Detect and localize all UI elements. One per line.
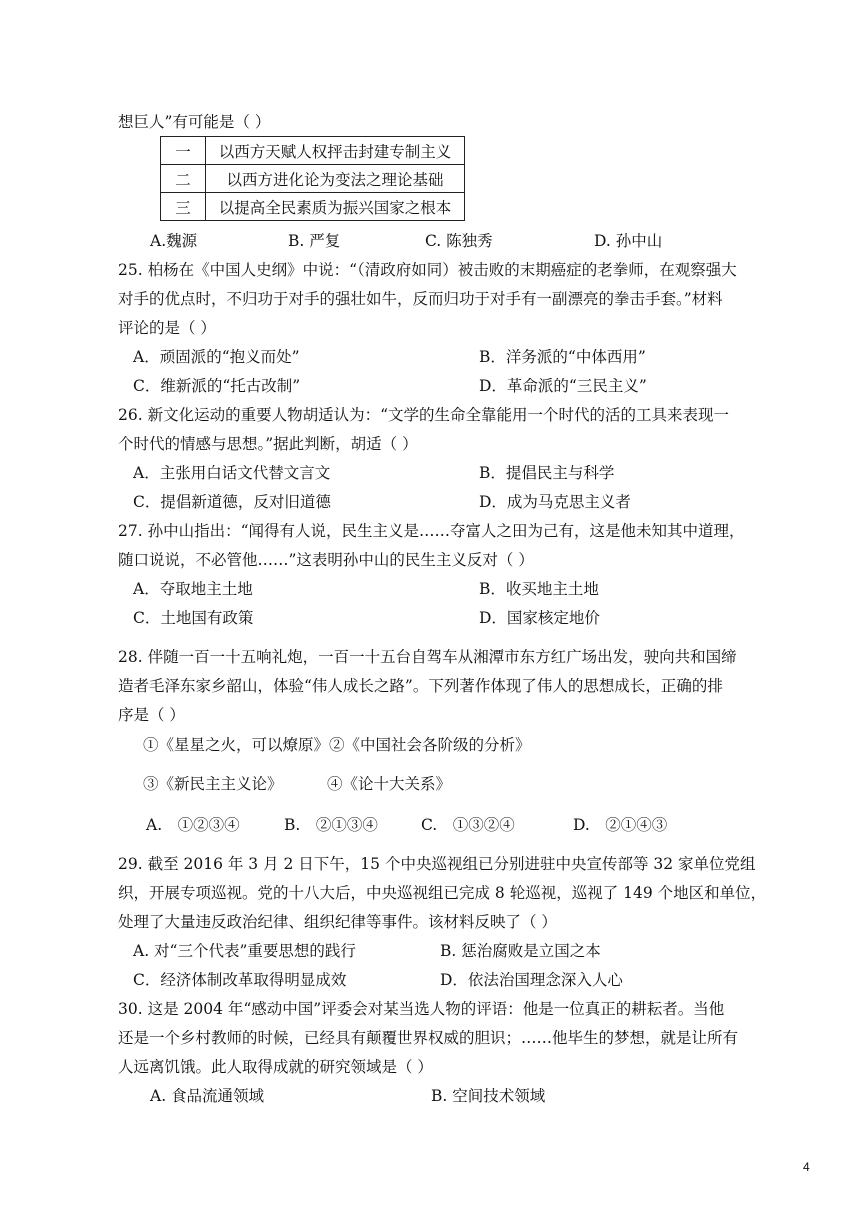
table-row (161, 165, 465, 193)
q24-option-a: A.魏源 (150, 232, 198, 250)
q28-works-4: ④《论十大关系》 (327, 775, 452, 793)
q30-line-1: 30. 这是 2004 年“感动中国”评委会对某当选人物的评语：他是一位真正的耕耘者。当他 (118, 1000, 725, 1018)
q28-option-a: A. ①②③④ (146, 816, 240, 834)
q27-option-d: D．国家核定地价 (479, 609, 600, 627)
q28-line-1: 28. 伴随一百一十五响礼炮，一百一十五台自驾车从湘潭市东方红广场出发，驶向共和国缔 (118, 648, 737, 666)
q27-option-a: A．夺取地主土地 (133, 580, 253, 598)
q30-option-b: B. 空间技术领域 (431, 1087, 546, 1105)
q25-line-2: 对手的优点时，不归功于对手的强壮如牛，反而归功于对手有一副漂亮的拳击手套。”材料 (118, 290, 723, 308)
table-cell-text: 以西方天赋人权抨击封建专制主义 (206, 137, 465, 165)
q29-option-c: C．经济体制改革取得明显成效 (133, 971, 347, 989)
q29-line-2: 织，开展专项巡视。党的十八大后，中央巡视组已完成 8 轮巡视，巡视了 149 个地区和单位， (118, 884, 767, 902)
q28-line-3: 序是（ ） (118, 706, 185, 724)
q25-option-c: C．维新派的“托古改制” (133, 377, 301, 395)
q25-option-a: A．顽固派的“抱义而处” (133, 348, 300, 366)
q29-option-b: B. 惩治腐败是立国之本 (440, 942, 601, 960)
q30-option-a: A. 食品流通领域 (150, 1087, 265, 1105)
q28-option-c: C. ①③②④ (421, 816, 515, 834)
q30-line-2: 还是一个乡村教师的时候，已经具有颠覆世界权威的胆识；……他毕生的梦想，就是让所有 (118, 1029, 739, 1047)
q25-option-b: B．洋务派的“中体西用” (479, 348, 646, 366)
table-cell-num: 二 (161, 165, 206, 193)
q28-line-2: 造者毛泽东家乡韶山，体验“伟人成长之路”。下列著作体现了伟人的思想成长，正确的排 (118, 677, 723, 695)
q24-option-b: B. 严复 (288, 232, 341, 250)
q27-option-b: B．收买地主土地 (479, 580, 599, 598)
q29-option-d: D．依法治国理念深入人心 (440, 971, 623, 989)
q26-line-2: 个时代的情感与思想。”据此判断，胡适（ ） (118, 435, 418, 453)
q29-line-3: 处理了大量违反政治纪律、组织纪律等事件。该材料反映了（ ） (118, 913, 557, 931)
q27-option-c: C．土地国有政策 (133, 609, 254, 627)
q27-line-2: 随口说说，不必管他……”这表明孙中山的民生主义反对（ ） (118, 551, 534, 569)
q26-option-d: D．成为马克思主义者 (479, 493, 631, 511)
question-24-table (160, 136, 465, 221)
q28-works-line-1: ①《星星之火，可以燎原》②《中国社会各阶级的分析》 (143, 736, 531, 754)
q29-option-a: A. 对“三个代表”重要思想的践行 (133, 942, 356, 960)
q25-line-3: 评论的是（ ） (118, 319, 216, 337)
q24-option-d: D. 孙中山 (594, 232, 663, 250)
q25-line-1: 25. 柏杨在《中国人史纲》中说：“（清政府如同）被击败的末期癌症的老拳师，在观察强大 (118, 261, 737, 279)
q24-option-c: C. 陈独秀 (425, 232, 493, 250)
question-24-stem: 想巨人”有可能是（ ） (118, 113, 271, 131)
q30-line-3: 人远离饥饿。此人取得成就的研究领域是（ ） (118, 1058, 433, 1076)
table-row (161, 137, 465, 165)
q27-line-1: 27. 孙中山指出：“闻得有人说，民生主义是……夺富人之田为己有，这是他未知其中道理， (118, 522, 745, 540)
table-row (161, 193, 465, 221)
table-cell-num: 三 (161, 193, 206, 221)
q26-option-b: B．提倡民主与科学 (479, 464, 615, 482)
q25-option-d: D．革命派的“三民主义” (479, 377, 647, 395)
q26-line-1: 26. 新文化运动的重要人物胡适认为：“文学的生命全靠能用一个时代的活的工具来表现一 (118, 406, 730, 424)
table-cell-text: 以西方进化论为变法之理论基础 (206, 165, 465, 193)
q26-option-c: C．提倡新道德，反对旧道德 (133, 493, 331, 511)
q26-option-a: A．主张用白话文代替文言文 (133, 464, 331, 482)
q28-option-b: B. ②①③④ (284, 816, 378, 834)
page-number: 4 (803, 1160, 810, 1174)
table-cell-num: 一 (161, 137, 206, 165)
q28-option-d: D. ②①④③ (573, 816, 668, 834)
q29-line-1: 29. 截至 2016 年 3 月 2 日下午，15 个中央巡视组已分别进驻中央宣传部等 32 家单位党组 (118, 855, 756, 873)
q28-works-3: ③《新民主主义论》 (143, 775, 283, 793)
table-cell-text: 以提高全民素质为振兴国家之根本 (206, 193, 465, 221)
